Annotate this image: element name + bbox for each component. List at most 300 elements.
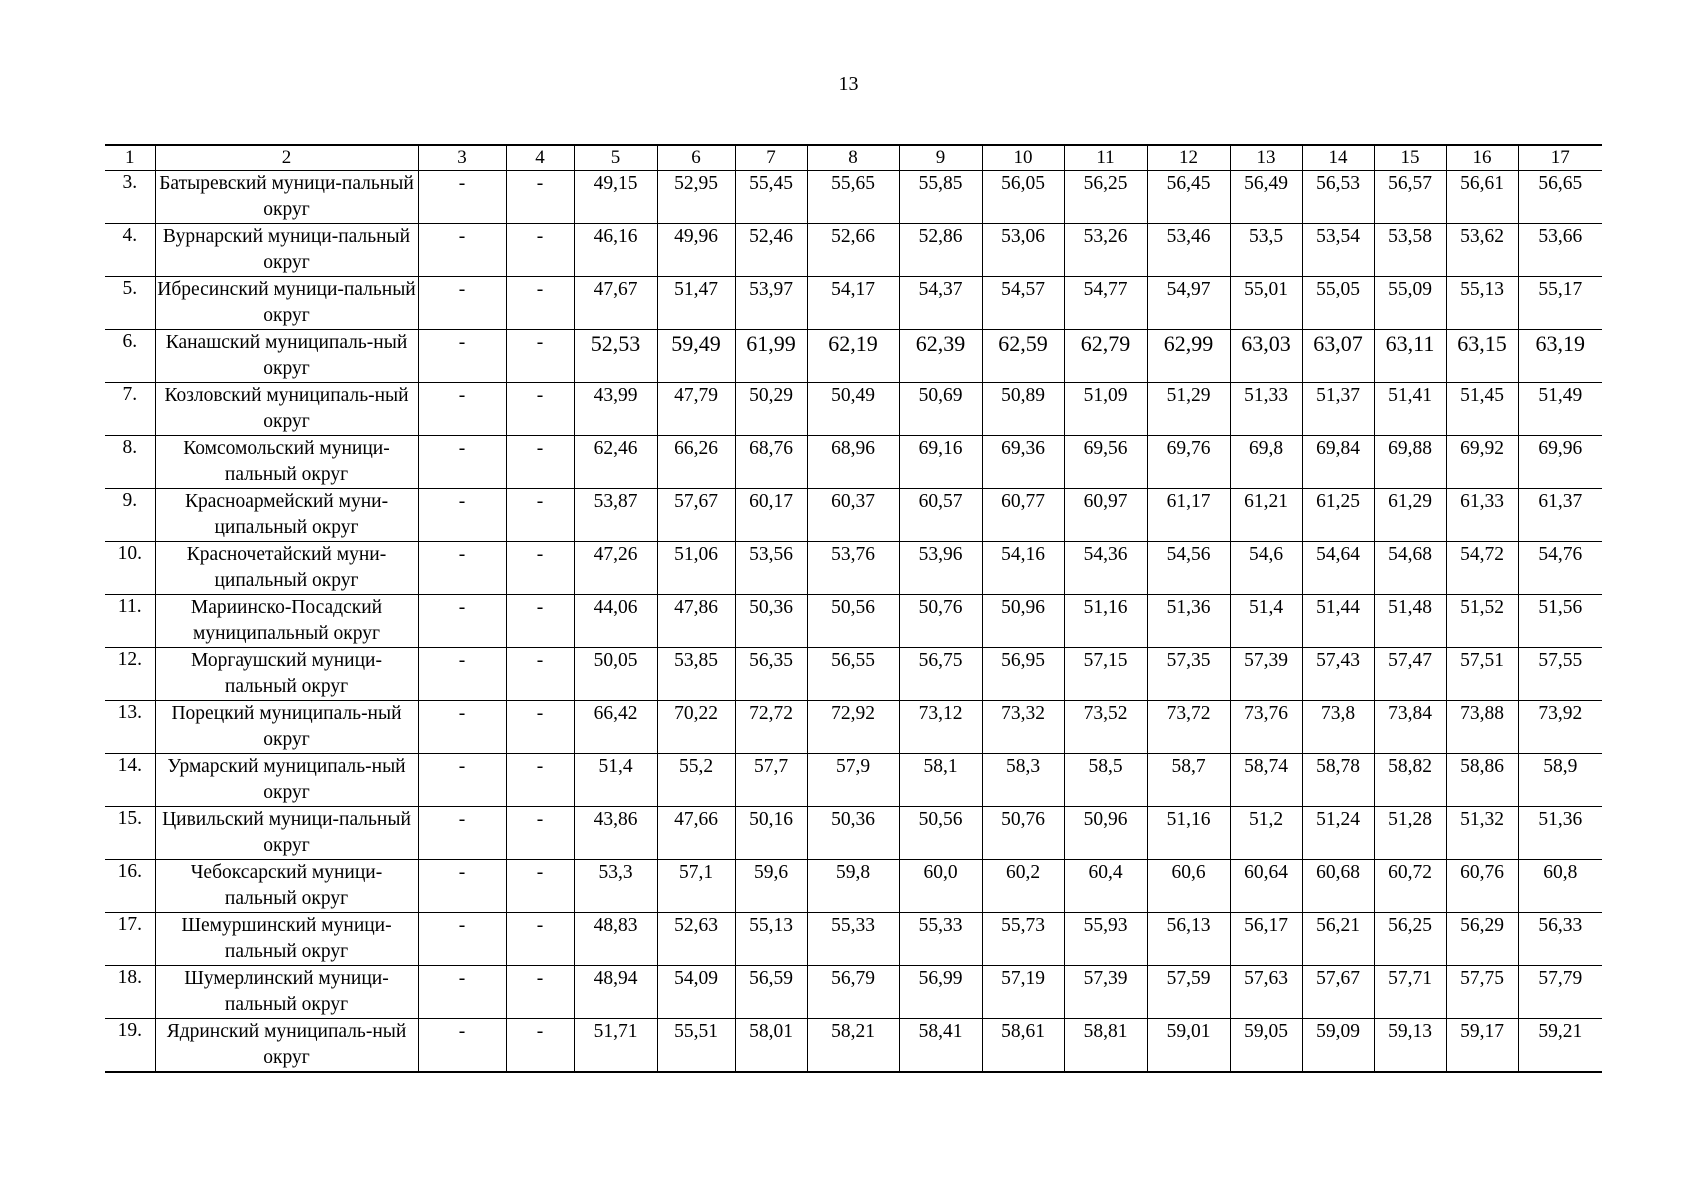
indicator-value: 51,4 [574,754,657,807]
indicator-value: 57,71 [1374,966,1446,1019]
indicator-value: 59,01 [1147,1019,1230,1073]
indicator-value: 63,19 [1518,330,1602,383]
indicator-value: 68,76 [735,436,807,489]
column-number-header: 8 [807,145,899,171]
indicator-value: 51,71 [574,1019,657,1073]
indicator-value: 62,39 [899,330,982,383]
indicator-value: 58,78 [1302,754,1374,807]
indicator-value: 58,86 [1446,754,1518,807]
table-row [105,277,1602,330]
indicator-value: 47,26 [574,542,657,595]
column-4-value: - [506,542,574,595]
indicator-value: 69,96 [1518,436,1602,489]
indicator-value: 66,42 [574,701,657,754]
column-number-header: 5 [574,145,657,171]
table-row [105,701,1602,754]
indicator-value: 51,06 [657,542,735,595]
column-4-value: - [506,807,574,860]
table-header-row [105,145,1602,171]
indicator-value: 69,84 [1302,436,1374,489]
column-number-header: 13 [1230,145,1302,171]
indicator-value: 60,57 [899,489,982,542]
indicator-value: 55,65 [807,171,899,224]
column-3-value: - [418,489,506,542]
indicator-value: 54,09 [657,966,735,1019]
indicator-value: 50,89 [982,383,1064,436]
column-4-value: - [506,1019,574,1073]
indicator-value: 57,35 [1147,648,1230,701]
row-number: 5. [105,277,155,330]
district-name: Ибресинский муници-пальный округ [155,277,418,330]
indicator-value: 51,48 [1374,595,1446,648]
indicator-value: 51,33 [1230,383,1302,436]
indicator-value: 55,73 [982,913,1064,966]
indicator-value: 58,01 [735,1019,807,1073]
district-name: Цивильский муници-пальный округ [155,807,418,860]
indicator-value: 50,05 [574,648,657,701]
indicator-value: 54,16 [982,542,1064,595]
district-name: Вурнарский муници-пальный округ [155,224,418,277]
indicator-value: 61,37 [1518,489,1602,542]
row-number: 9. [105,489,155,542]
page-number: 13 [838,73,859,95]
district-name: Мариинско-Посадский муниципальный округ [155,595,418,648]
column-4-value: - [506,436,574,489]
indicator-value: 61,21 [1230,489,1302,542]
indicator-value: 52,53 [574,330,657,383]
indicator-value: 58,21 [807,1019,899,1073]
indicator-value: 58,3 [982,754,1064,807]
indicator-value: 52,95 [657,171,735,224]
indicator-value: 72,92 [807,701,899,754]
indicator-value: 73,76 [1230,701,1302,754]
indicator-value: 57,39 [1230,648,1302,701]
indicator-value: 54,72 [1446,542,1518,595]
column-3-value: - [418,330,506,383]
row-number: 8. [105,436,155,489]
column-3-value: - [418,277,506,330]
indicator-value: 56,99 [899,966,982,1019]
indicator-value: 48,83 [574,913,657,966]
indicator-value: 50,76 [899,595,982,648]
indicator-value: 56,79 [807,966,899,1019]
indicator-value: 62,99 [1147,330,1230,383]
indicator-value: 53,56 [735,542,807,595]
row-number: 17. [105,913,155,966]
indicator-value: 58,74 [1230,754,1302,807]
column-number-header: 16 [1446,145,1518,171]
indicator-value: 50,36 [807,807,899,860]
data-table [105,144,1602,1073]
table-row [105,860,1602,913]
indicator-value: 51,16 [1147,807,1230,860]
indicator-value: 51,4 [1230,595,1302,648]
indicator-value: 54,17 [807,277,899,330]
indicator-value: 50,56 [899,807,982,860]
table-row [105,1019,1602,1073]
indicator-value: 62,79 [1064,330,1147,383]
indicator-value: 61,17 [1147,489,1230,542]
column-3-value: - [418,966,506,1019]
indicator-value: 57,15 [1064,648,1147,701]
indicator-value: 61,29 [1374,489,1446,542]
indicator-value: 56,17 [1230,913,1302,966]
indicator-value: 59,17 [1446,1019,1518,1073]
indicator-value: 60,8 [1518,860,1602,913]
indicator-value: 54,77 [1064,277,1147,330]
indicator-value: 57,47 [1374,648,1446,701]
indicator-value: 60,37 [807,489,899,542]
indicator-value: 69,76 [1147,436,1230,489]
row-number: 7. [105,383,155,436]
indicator-value: 58,7 [1147,754,1230,807]
indicator-value: 51,16 [1064,595,1147,648]
indicator-value: 60,72 [1374,860,1446,913]
indicator-value: 56,95 [982,648,1064,701]
indicator-value: 57,1 [657,860,735,913]
table-row [105,648,1602,701]
column-number-header: 1 [105,145,155,171]
indicator-value: 55,85 [899,171,982,224]
indicator-value: 51,49 [1518,383,1602,436]
district-name: Комсомольский муници-пальный округ [155,436,418,489]
indicator-value: 57,67 [1302,966,1374,1019]
indicator-value: 58,81 [1064,1019,1147,1073]
column-3-value: - [418,171,506,224]
indicator-value: 53,26 [1064,224,1147,277]
district-name: Моргаушский муници-пальный округ [155,648,418,701]
indicator-value: 50,96 [982,595,1064,648]
table-row [105,171,1602,224]
indicator-value: 53,46 [1147,224,1230,277]
indicator-value: 59,09 [1302,1019,1374,1073]
column-3-value: - [418,701,506,754]
row-number: 14. [105,754,155,807]
column-3-value: - [418,913,506,966]
indicator-value: 56,13 [1147,913,1230,966]
indicator-value: 59,49 [657,330,735,383]
indicator-value: 55,2 [657,754,735,807]
indicator-value: 46,16 [574,224,657,277]
indicator-value: 60,4 [1064,860,1147,913]
indicator-value: 51,32 [1446,807,1518,860]
indicator-value: 53,97 [735,277,807,330]
row-number: 15. [105,807,155,860]
indicator-value: 61,25 [1302,489,1374,542]
indicator-value: 53,5 [1230,224,1302,277]
indicator-value: 54,97 [1147,277,1230,330]
indicator-value: 55,51 [657,1019,735,1073]
indicator-value: 56,21 [1302,913,1374,966]
indicator-value: 50,96 [1064,807,1147,860]
indicator-value: 53,58 [1374,224,1446,277]
indicator-value: 56,33 [1518,913,1602,966]
indicator-value: 54,68 [1374,542,1446,595]
indicator-value: 59,13 [1374,1019,1446,1073]
indicator-value: 54,36 [1064,542,1147,595]
district-name: Шумерлинский муници-пальный округ [155,966,418,1019]
indicator-value: 57,63 [1230,966,1302,1019]
indicator-value: 53,54 [1302,224,1374,277]
indicator-value: 59,6 [735,860,807,913]
indicator-value: 56,29 [1446,913,1518,966]
indicator-value: 52,46 [735,224,807,277]
indicator-value: 43,86 [574,807,657,860]
indicator-value: 55,13 [735,913,807,966]
indicator-value: 57,67 [657,489,735,542]
district-name: Канашский муниципаль-ный округ [155,330,418,383]
district-name: Чебоксарский муници-пальный округ [155,860,418,913]
indicator-value: 55,05 [1302,277,1374,330]
indicator-value: 56,45 [1147,171,1230,224]
indicator-value: 66,26 [657,436,735,489]
column-3-value: - [418,860,506,913]
indicator-value: 59,8 [807,860,899,913]
indicator-value: 73,12 [899,701,982,754]
indicator-value: 56,75 [899,648,982,701]
column-number-header: 17 [1518,145,1602,171]
indicator-value: 55,01 [1230,277,1302,330]
district-name: Красночетайский муни-ципальный округ [155,542,418,595]
district-name: Урмарский муниципаль-ный округ [155,754,418,807]
indicator-value: 54,76 [1518,542,1602,595]
column-4-value: - [506,966,574,1019]
indicator-value: 73,32 [982,701,1064,754]
indicator-value: 58,61 [982,1019,1064,1073]
table-row [105,489,1602,542]
indicator-value: 57,7 [735,754,807,807]
column-number-header: 2 [155,145,418,171]
indicator-value: 53,76 [807,542,899,595]
indicator-value: 53,87 [574,489,657,542]
indicator-value: 69,8 [1230,436,1302,489]
column-number-header: 11 [1064,145,1147,171]
indicator-value: 50,16 [735,807,807,860]
column-4-value: - [506,595,574,648]
row-number: 3. [105,171,155,224]
indicator-value: 53,62 [1446,224,1518,277]
indicator-value: 56,61 [1446,171,1518,224]
indicator-value: 51,29 [1147,383,1230,436]
table-row [105,436,1602,489]
indicator-value: 56,05 [982,171,1064,224]
indicator-value: 51,28 [1374,807,1446,860]
column-number-header: 14 [1302,145,1374,171]
indicator-value: 51,37 [1302,383,1374,436]
column-3-value: - [418,807,506,860]
row-number: 18. [105,966,155,1019]
column-4-value: - [506,171,574,224]
indicator-value: 61,33 [1446,489,1518,542]
indicator-value: 60,2 [982,860,1064,913]
indicator-value: 58,1 [899,754,982,807]
column-3-value: - [418,1019,506,1073]
table-row [105,807,1602,860]
indicator-value: 53,3 [574,860,657,913]
indicator-value: 58,41 [899,1019,982,1073]
indicator-value: 63,03 [1230,330,1302,383]
table-row [105,913,1602,966]
indicator-value: 60,6 [1147,860,1230,913]
indicator-value: 56,35 [735,648,807,701]
column-3-value: - [418,595,506,648]
row-number: 19. [105,1019,155,1073]
indicator-value: 57,51 [1446,648,1518,701]
column-3-value: - [418,436,506,489]
indicator-value: 69,16 [899,436,982,489]
indicator-value: 57,9 [807,754,899,807]
table-row [105,224,1602,277]
row-number: 16. [105,860,155,913]
indicator-value: 54,56 [1147,542,1230,595]
indicator-value: 51,09 [1064,383,1147,436]
column-number-header: 15 [1374,145,1446,171]
row-number: 13. [105,701,155,754]
indicator-value: 63,11 [1374,330,1446,383]
indicator-value: 73,72 [1147,701,1230,754]
column-3-value: - [418,754,506,807]
indicator-value: 51,24 [1302,807,1374,860]
indicator-value: 56,53 [1302,171,1374,224]
indicator-value: 55,33 [807,913,899,966]
indicator-value: 53,96 [899,542,982,595]
column-4-value: - [506,489,574,542]
district-name: Батыревский муници-пальный округ [155,171,418,224]
row-number: 6. [105,330,155,383]
indicator-value: 56,55 [807,648,899,701]
table-row [105,542,1602,595]
indicator-value: 62,59 [982,330,1064,383]
column-4-value: - [506,701,574,754]
indicator-value: 56,57 [1374,171,1446,224]
indicator-value: 62,46 [574,436,657,489]
indicator-value: 47,86 [657,595,735,648]
indicator-value: 55,45 [735,171,807,224]
column-number-header: 6 [657,145,735,171]
indicator-value: 52,86 [899,224,982,277]
indicator-value: 57,43 [1302,648,1374,701]
indicator-value: 54,37 [899,277,982,330]
indicator-value: 62,19 [807,330,899,383]
indicator-value: 58,5 [1064,754,1147,807]
indicator-value: 55,17 [1518,277,1602,330]
district-name: Порецкий муниципаль-ный округ [155,701,418,754]
column-3-value: - [418,224,506,277]
indicator-value: 69,92 [1446,436,1518,489]
indicator-value: 73,92 [1518,701,1602,754]
indicator-value: 53,66 [1518,224,1602,277]
indicator-value: 57,55 [1518,648,1602,701]
indicator-value: 57,39 [1064,966,1147,1019]
indicator-value: 55,93 [1064,913,1147,966]
indicator-value: 43,99 [574,383,657,436]
column-4-value: - [506,860,574,913]
column-number-header: 9 [899,145,982,171]
indicator-value: 63,15 [1446,330,1518,383]
indicator-value: 73,8 [1302,701,1374,754]
indicator-value: 56,25 [1374,913,1446,966]
indicator-value: 60,68 [1302,860,1374,913]
indicator-value: 57,19 [982,966,1064,1019]
indicator-value: 50,69 [899,383,982,436]
indicator-value: 60,64 [1230,860,1302,913]
column-4-value: - [506,648,574,701]
column-number-header: 10 [982,145,1064,171]
indicator-value: 55,13 [1446,277,1518,330]
indicator-value: 68,96 [807,436,899,489]
column-3-value: - [418,383,506,436]
indicator-value: 60,0 [899,860,982,913]
indicator-value: 50,56 [807,595,899,648]
indicator-value: 60,77 [982,489,1064,542]
indicator-value: 50,76 [982,807,1064,860]
indicator-value: 50,29 [735,383,807,436]
indicator-value: 56,65 [1518,171,1602,224]
table-row [105,330,1602,383]
indicator-value: 52,63 [657,913,735,966]
column-number-header: 12 [1147,145,1230,171]
column-4-value: - [506,330,574,383]
indicator-value: 69,88 [1374,436,1446,489]
table-row [105,595,1602,648]
row-number: 4. [105,224,155,277]
indicator-value: 70,22 [657,701,735,754]
row-number: 12. [105,648,155,701]
indicator-value: 63,07 [1302,330,1374,383]
row-number: 10. [105,542,155,595]
row-number: 11. [105,595,155,648]
indicator-value: 56,25 [1064,171,1147,224]
column-4-value: - [506,224,574,277]
indicator-value: 69,56 [1064,436,1147,489]
indicator-value: 53,85 [657,648,735,701]
indicator-value: 54,57 [982,277,1064,330]
indicator-value: 57,75 [1446,966,1518,1019]
indicator-value: 60,76 [1446,860,1518,913]
indicator-value: 48,94 [574,966,657,1019]
indicator-value: 51,2 [1230,807,1302,860]
indicator-value: 51,45 [1446,383,1518,436]
indicator-value: 50,36 [735,595,807,648]
district-name: Красноармейский муни-ципальный округ [155,489,418,542]
indicator-value: 54,6 [1230,542,1302,595]
column-4-value: - [506,383,574,436]
indicator-value: 49,15 [574,171,657,224]
indicator-value: 69,36 [982,436,1064,489]
column-number-header: 3 [418,145,506,171]
indicator-value: 73,84 [1374,701,1446,754]
indicator-value: 60,17 [735,489,807,542]
indicator-value: 51,41 [1374,383,1446,436]
indicator-value: 59,05 [1230,1019,1302,1073]
indicator-value: 51,56 [1518,595,1602,648]
indicator-value: 55,09 [1374,277,1446,330]
indicator-value: 73,52 [1064,701,1147,754]
column-4-value: - [506,277,574,330]
table-row [105,383,1602,436]
indicator-value: 51,36 [1147,595,1230,648]
indicator-value: 61,99 [735,330,807,383]
table-row [105,754,1602,807]
indicator-value: 51,36 [1518,807,1602,860]
column-number-header: 4 [506,145,574,171]
indicator-value: 50,49 [807,383,899,436]
indicator-value: 54,64 [1302,542,1374,595]
indicator-value: 57,79 [1518,966,1602,1019]
indicator-value: 53,06 [982,224,1064,277]
indicator-value: 49,96 [657,224,735,277]
indicator-value: 56,49 [1230,171,1302,224]
